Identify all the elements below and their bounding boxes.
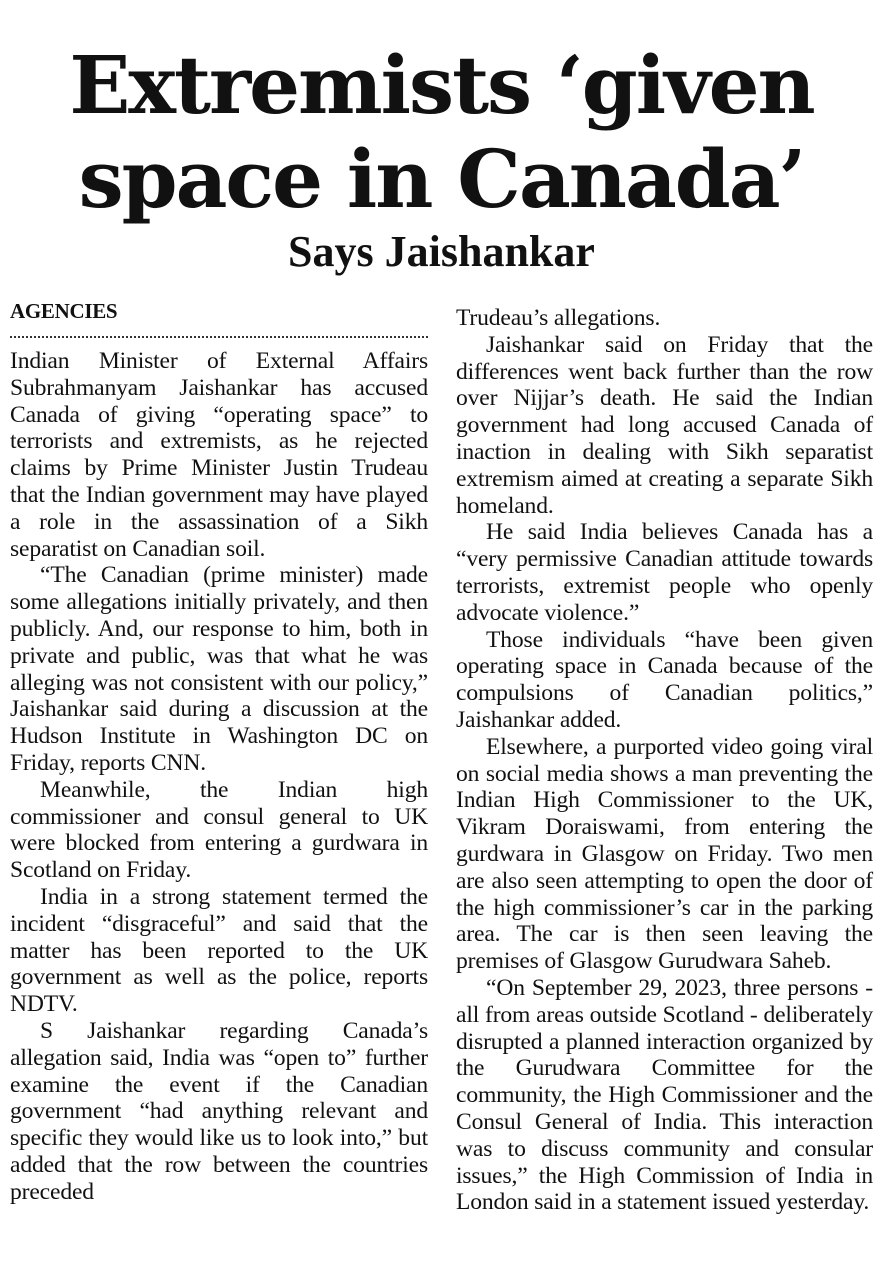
paragraph: Jaishankar said on Friday that the differences went back further than the row over Nijjar’s death. He said the Indian government had long accused Canada of inaction in dealing with Sikh separatist extremism aimed at creating a separate Sikh homeland. [456, 331, 873, 519]
paragraph: Indian Minister of External Affairs Subrahmanyam Jaishankar has accused Canada of giving “operating space” to terrorists and extremists, as he rejected claims by Prime Minister Justin Trudeau that the Indian government may have played a role in the assassination of a Sikh separatist on Canadian soil. [10, 348, 428, 562]
headline [0, 38, 883, 226]
article-column-right [456, 305, 873, 1216]
byline-divider [10, 336, 428, 338]
paragraph: Those individuals “have been given operating space in Canada because of the compulsions of Canadian politics,” Jaishankar added. [456, 626, 873, 733]
paragraph: He said India believes Canada has a “very permissive Canadian attitude towards terrorists, extremist people who openly advocate violence.” [456, 519, 873, 626]
subheadline: Says Jaishankar [288, 227, 595, 276]
paragraph: Elsewhere, a purported video going viral on social media shows a man preventing the Indian High Commissioner to the UK, Vikram Doraiswami, from entering the gurdwara in Glasgow on Friday. Two men are also seen attempting to open the door of the high commissioner’s car in the parking area. The car is then seen leaving the premises of Glasgow Gurudwara Saheb. [456, 733, 873, 975]
byline: AGENCIES [10, 299, 118, 323]
paragraph: “On September 29, 2023, three persons - all from areas outside Scotland - deliberately disrupted a planned interaction organized by the Gurudwara Committee for the community, the High Commissioner and the Consul General of India. This interaction was to discuss community and consular issues,” the High Commission of India in London said in a statement issued yesterday. [456, 974, 873, 1216]
paragraph: S Jaishankar regarding Canada’s allegation said, India was “open to” further examine the event if the Canadian government “had anything relevant and specific they would like us to look into,” but added that the row between the countries preceded [10, 1017, 428, 1205]
paragraph: “The Canadian (prime minister) made some allegations initially privately, and then publicly. And, our response to him, both in private and public, was that what he was alleging was not consistent with our policy,” Jaishankar said during a discussion at the Hudson Institute in Washington DC on Friday, reports CNN. [10, 562, 428, 776]
paragraph: Meanwhile, the Indian high commissioner and consul general to UK were blocked from entering a gurdwara in Scotland on Friday. [10, 776, 428, 884]
paragraph: India in a strong statement termed the incident “disgraceful” and said that the matter has been reported to the UK government as well as the police, reports NDTV. [10, 883, 428, 1018]
paragraph: Trudeau’s allegations. [456, 305, 661, 331]
headline-line-1: Extremists ‘given [69, 38, 814, 132]
article-column-left [10, 348, 428, 1206]
headline-line-2: space in Canada’ [78, 132, 805, 226]
